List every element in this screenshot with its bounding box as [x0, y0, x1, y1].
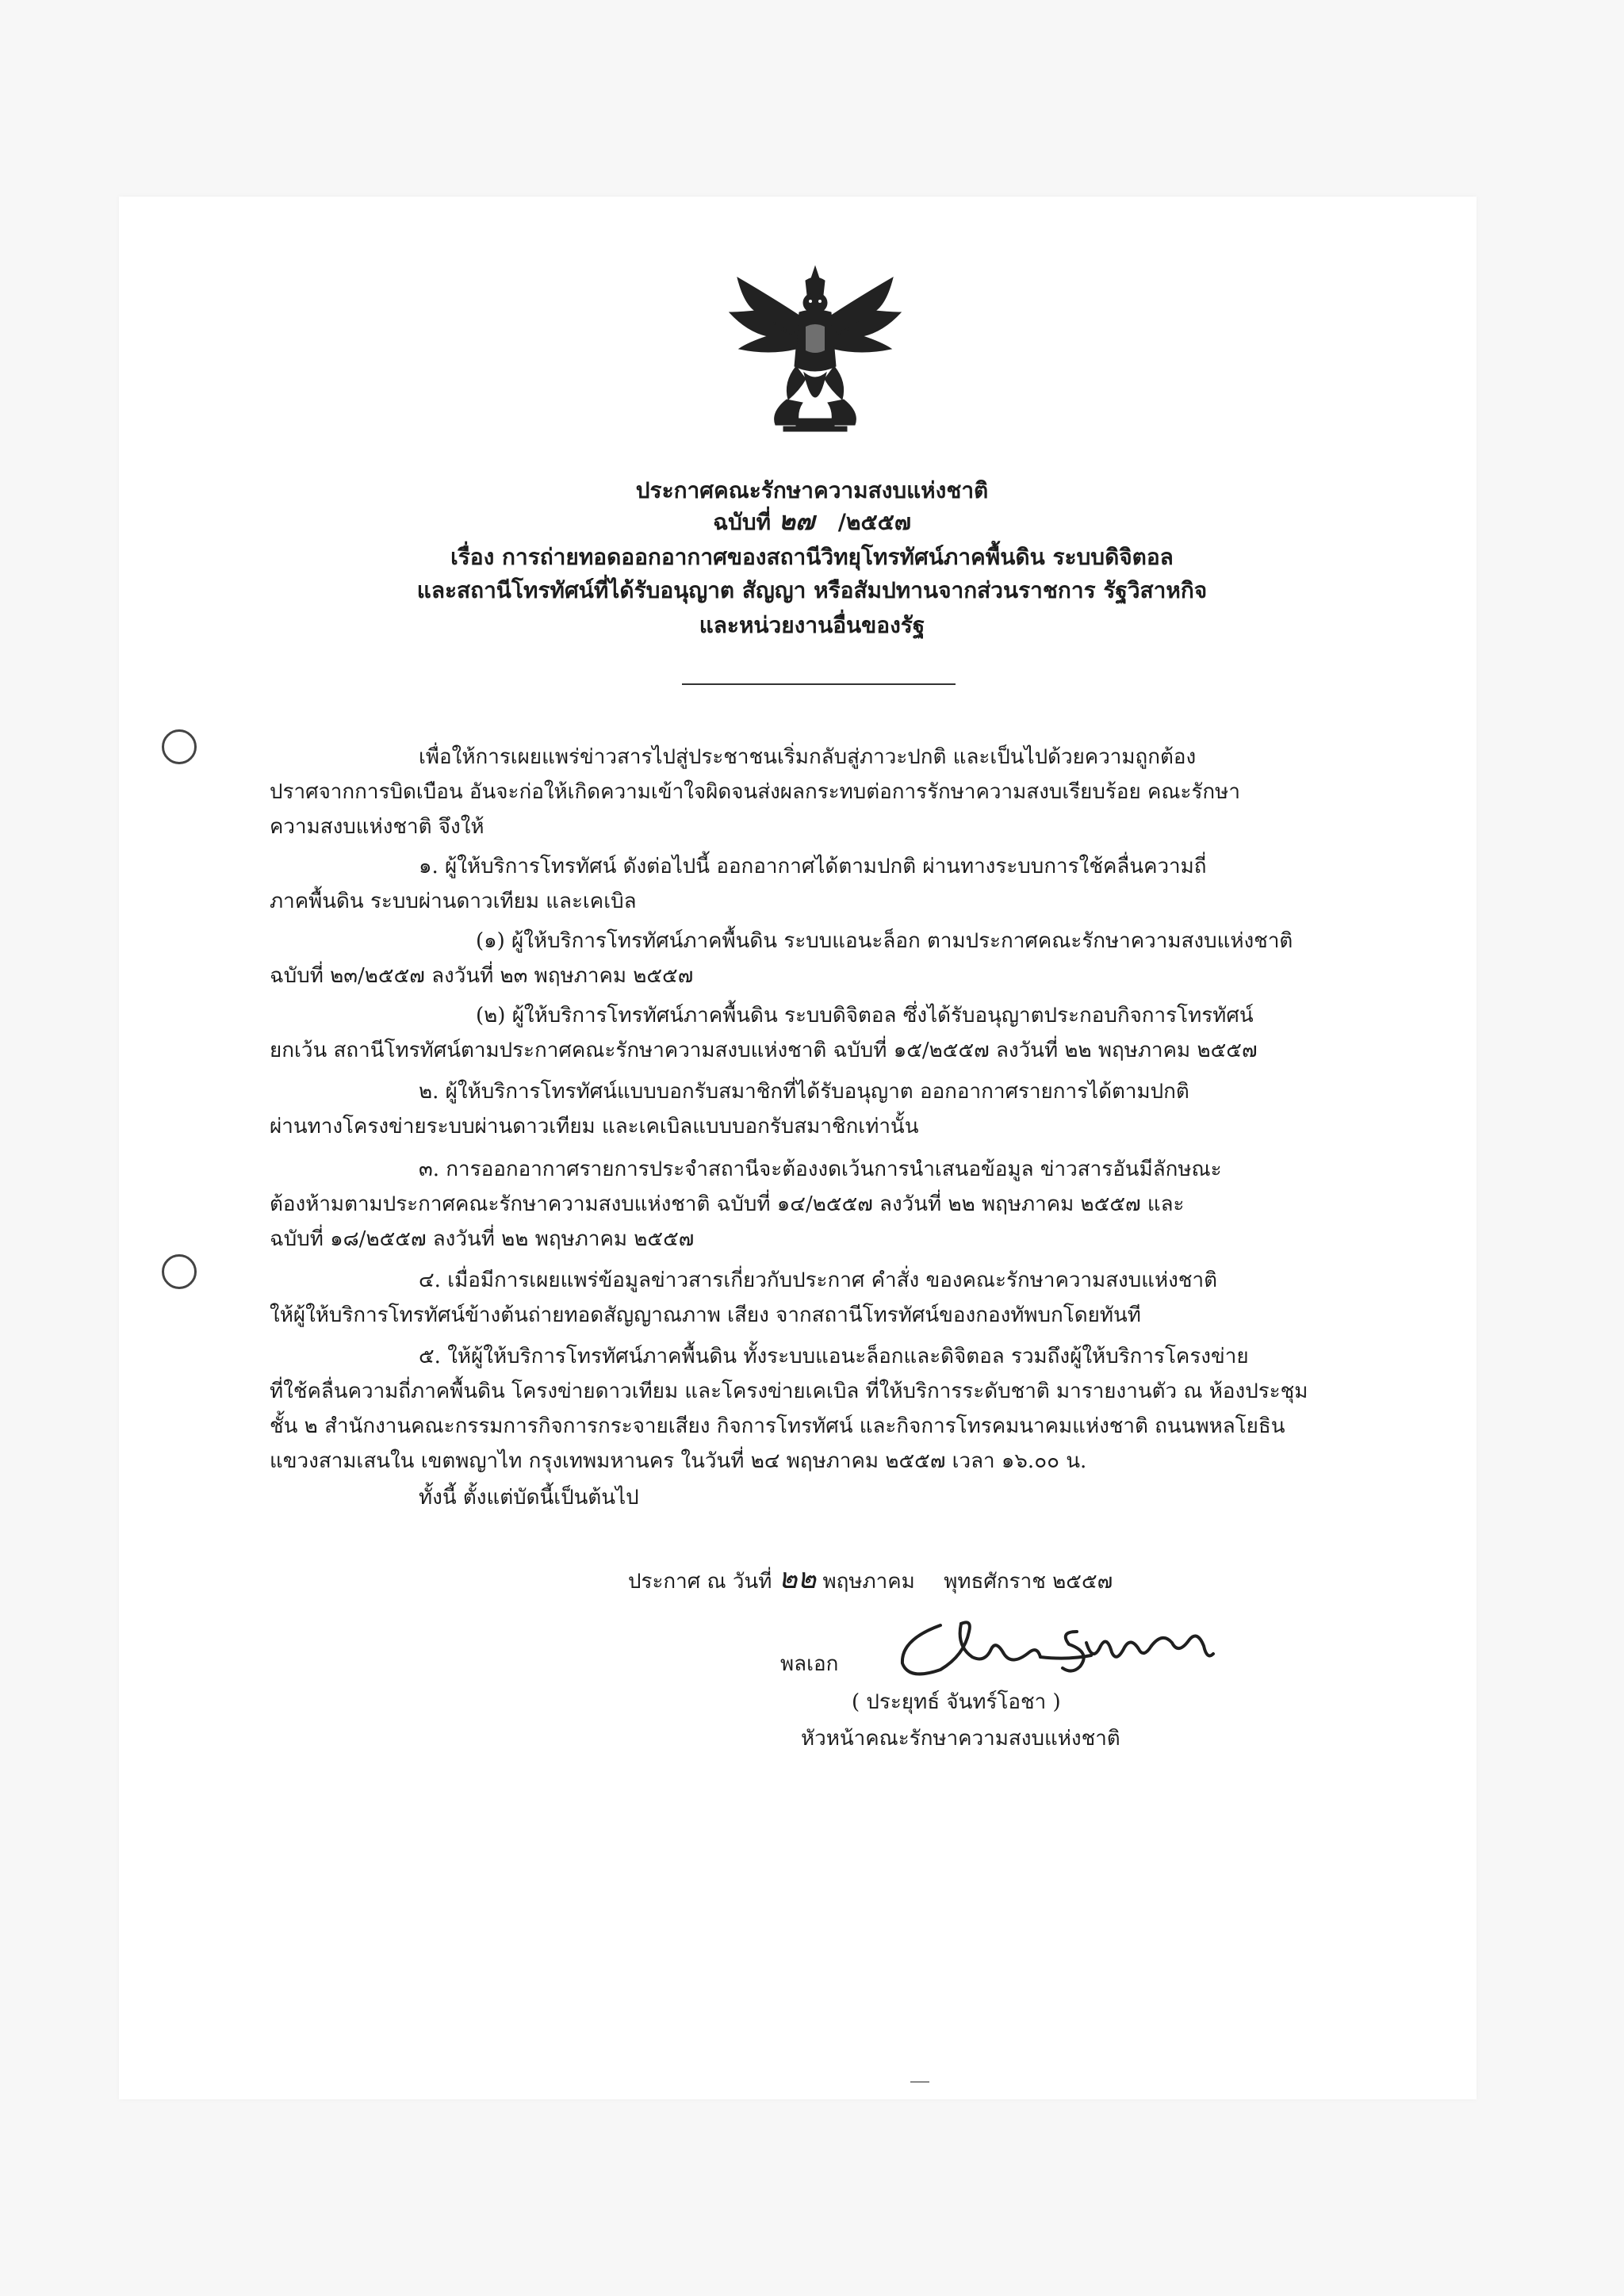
body-line: (๑) ผู้ให้บริการโทรทัศน์ภาคพื้นดิน ระบบแอนะล็อก ตามประกาศคณะรักษาความสงบแห่งชาติ: [476, 929, 1293, 953]
issue-number: ๒๗: [778, 506, 815, 536]
announcement-title: ประกาศคณะรักษาความสงบแห่งชาติ: [635, 477, 989, 503]
subject-line-1: เรื่อง การถ่ายทอดออกอากาศของสถานีวิทยุโทรทัศน์ภาคพื้นดิน ระบบดิจิตอล: [450, 544, 1174, 570]
announcement-date: [628, 1556, 1113, 1601]
body-line: ความสงบแห่งชาติ จึงให้: [270, 815, 485, 839]
body-line: ภาคพื้นดิน ระบบผ่านดาวเทียม และเคเบิล: [270, 890, 637, 913]
subject-line-3: และหน่วยงานอื่นของรัฐ: [699, 612, 925, 638]
body-line: ยกเว้น สถานีโทรทัศน์ตามประกาศคณะรักษาความสงบแห่งชาติ ฉบับที่ ๑๕/๒๕๕๗ ลงวันที่ ๒๒ พฤษภาคม ๒๕๕๗: [270, 1039, 1258, 1062]
body-line: ๓. การออกอากาศรายการประจำสถานีจะต้องงดเว้นการนำเสนอข้อมูล ข่าวสารอันมีลักษณะ: [419, 1158, 1222, 1181]
body-line: ต้องห้ามตามประกาศคณะรักษาความสงบแห่งชาติ ฉบับที่ ๑๔/๒๕๕๗ ลงวันที่ ๒๒ พฤษภาคม ๒๕๕๗ และ: [270, 1192, 1185, 1216]
date-year: พุทธศักราช ๒๕๕๗: [944, 1570, 1113, 1594]
signatory-name: ( ประยุทธ์ จันทร์โอชา ): [852, 1690, 1061, 1714]
body-line: แขวงสามเสนใน เขตพญาไท กรุงเทพมหานคร ในวันที่ ๒๔ พฤษภาคม ๒๕๕๗ เวลา ๑๖.๐๐ น.: [270, 1449, 1087, 1473]
body-line: เพื่อให้การเผยแพร่ข่าวสารไปสู่ประชาชนเริ่มกลับสู่ภาวะปกติ และเป็นไปด้วยความถูกต้อง: [419, 745, 1197, 769]
handwritten-signature: [893, 1608, 1218, 1687]
date-month: พฤษภาคม: [822, 1570, 915, 1594]
body-line: ฉบับที่ ๒๓/๒๕๕๗ ลงวันที่ ๒๓ พฤษภาคม ๒๕๕๗: [270, 964, 694, 988]
date-day: ๒๒: [778, 1563, 817, 1595]
body-line: ๒. ผู้ให้บริการโทรทัศน์แบบบอกรับสมาชิกที่ได้รับอนุญาต ออกอากาศรายการได้ตามปกติ: [419, 1080, 1189, 1104]
body-line: ให้ผู้ให้บริการโทรทัศน์ข้างต้นถ่ายทอดสัญญาณภาพ เสียง จากสถานีโทรทัศน์ของกองทัพบกโดยทันที: [270, 1303, 1141, 1327]
subject-line-2: และสถานีโทรทัศน์ที่ได้รับอนุญาต สัญญา หรือสัมปทานจากส่วนราชการ รัฐวิสาหกิจ: [416, 577, 1208, 603]
punch-hole: [162, 1254, 197, 1289]
body-line: ๔. เมื่อมีการเผยแพร่ข้อมูลข่าวสารเกี่ยวกับประกาศ คำสั่ง ของคณะรักษาความสงบแห่งชาติ: [419, 1269, 1217, 1292]
body-line: ผ่านทางโครงข่ายระบบผ่านดาวเทียม และเคเบิลแบบบอกรับสมาชิกเท่านั้น: [270, 1115, 919, 1138]
date-prefix: ประกาศ ณ วันที่: [628, 1570, 772, 1594]
issue-year: /๒๕๕๗: [837, 509, 911, 535]
page-mark: [910, 2081, 929, 2083]
body-line: ๑. ผู้ให้บริการโทรทัศน์ ดังต่อไปนี้ ออกอากาศได้ตามปกติ ผ่านทางระบบการใช้คลื่นความถี่: [419, 855, 1207, 878]
body-line: ชั้น ๒ สำนักงานคณะกรรมการกิจการกระจายเสียง กิจการโทรทัศน์ และกิจการโทรคมนาคมแห่งชาติ ถนนพหลโยธิน: [270, 1414, 1285, 1438]
header-divider: [682, 683, 956, 685]
body-line: (๒) ผู้ให้บริการโทรทัศน์ภาคพื้นดิน ระบบดิจิตอล ซึ่งได้รับอนุญาตประกอบกิจการโทรทัศน์: [476, 1004, 1254, 1027]
signatory-position: หัวหน้าคณะรักษาความสงบแห่งชาติ: [801, 1727, 1120, 1751]
body-line: ที่ใช้คลื่นความถี่ภาคพื้นดิน โครงข่ายดาวเทียม และโครงข่ายเคเบิล ที่ให้บริการระดับชาติ มารายงานตัว ณ ห้องประชุม: [270, 1380, 1308, 1403]
issue-line: [238, 506, 1386, 538]
signatory-rank: พลเอก: [780, 1652, 839, 1676]
punch-hole: [162, 729, 197, 764]
body-line: ปราศจากการบิดเบือน อันจะก่อให้เกิดความเข้าใจผิดจนส่งผลกระทบต่อการรักษาความสงบเรียบร้อย คณะรักษา: [270, 780, 1240, 804]
issue-prefix: ฉบับที่: [713, 509, 772, 535]
body-line: ทั้งนี้ ตั้งแต่บัดนี้เป็นต้นไป: [419, 1486, 639, 1510]
body-line: ๕. ให้ผู้ให้บริการโทรทัศน์ภาคพื้นดิน ทั้งระบบแอนะล็อกและดิจิตอล รวมถึงผู้ให้บริการโครงข่าย: [419, 1345, 1249, 1368]
body-line: ฉบับที่ ๑๘/๒๕๕๗ ลงวันที่ ๒๒ พฤษภาคม ๒๕๕๗: [270, 1227, 695, 1251]
garuda-emblem-icon: [720, 263, 910, 434]
